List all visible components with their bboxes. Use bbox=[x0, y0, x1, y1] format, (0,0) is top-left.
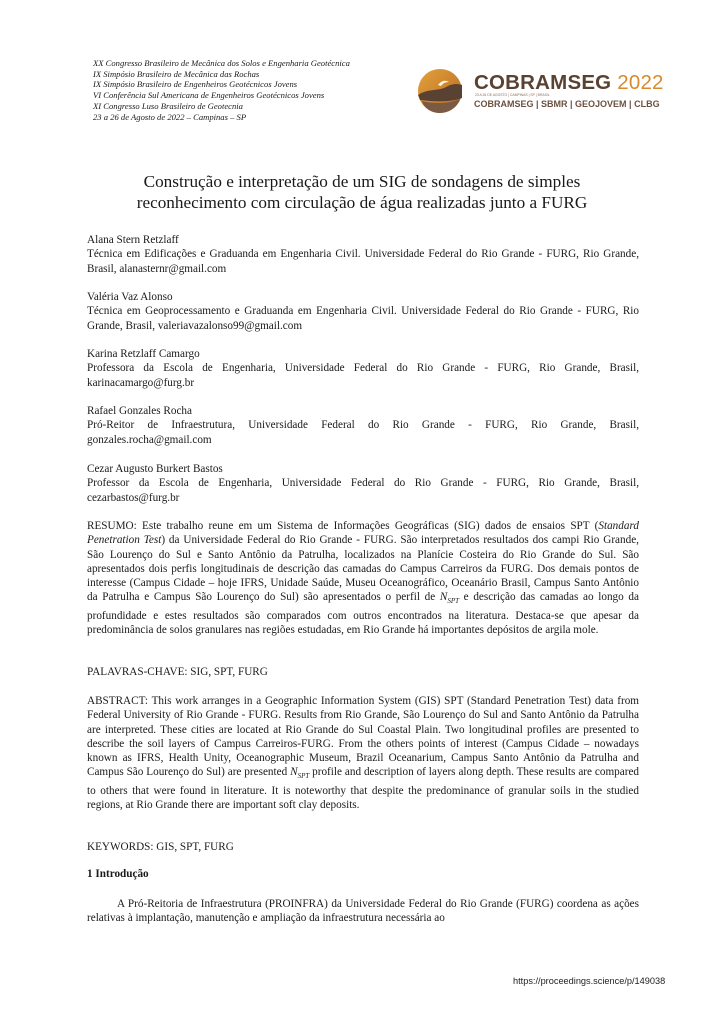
author-name: Karina Retzlaff Camargo bbox=[87, 348, 200, 360]
title-line: Construção e interpretação de um SIG de sondagens de simples bbox=[143, 172, 581, 191]
author-name: Rafael Gonzales Rocha bbox=[87, 405, 192, 417]
abstract-text: profile and description of layers along depth. These results are compared to others that were found in literature. It is noteworthy that despite the predominance of granular soils in the studied regions, at Rio Grande there are important soft clay deposits. bbox=[87, 766, 640, 812]
title-line: reconhecimento com circulação de água realizadas junto a FURG bbox=[136, 193, 588, 212]
header-line: VI Conferência Sul Americana de Engenheiros Geotécnicos Jovens bbox=[93, 90, 325, 101]
nspt-symbol bbox=[439, 591, 459, 606]
author-name: Alana Stern Retzlaff bbox=[87, 234, 179, 246]
author-block bbox=[87, 462, 639, 505]
author-name: Valéria Vaz Alonso bbox=[87, 291, 173, 303]
nspt-letter: N bbox=[290, 766, 298, 779]
logo-emblem-icon bbox=[416, 68, 468, 114]
resumo-text: ) da Universidade Federal do Rio Grande - FURG. São interpretados resultados dos campi Rio Grande, São Lourenço do Sul e Santo Antônio da Patrulha, localizados na Planície Costeira do Rio Grande do Sul. São apresentados dois perfis longitudinais de descrição das camadas do Campus Carreiros da FURG. Dos demais pontos de interesse (Campus Cidade – hoje IFRS, Unidade Saúde, Museu Oceanográfico, Oceanário Brasil, Campus Santo Antônio da Patrulha e Campus São Lourenço do Sul) são apresentados o perfil de bbox=[87, 534, 639, 604]
abstract-text: ABSTRACT: This work arranges in a Geographic Information System (GIS) SPT (Standard Penetration Test) data from Federal University of Rio Grande - FURG. Results from Rio Grande, São Lourenço do Sul and Santo Antônio da Patrulha are interpreted. These cities are located at Rio Grande do Sul Coastal Plain. Two longitudinal profiles are presented to describe the soil layers of Campus Carreiros-FURG. From the others points of interest (Campus Cidade – nowadays known as IFRS, Health Unity, Oceanographic Museum, Brazil Oceanarium, Campus Santo Antônio da Patrulha and Campus São Lourenço do Sul) are presented bbox=[87, 695, 639, 779]
intro-paragraph: A Pró-Reitoria de Infraestrutura (PROINFRA) da Universidade Federal do Rio Grande (FURG) coordena as ações relativas à implantação, manutenção e ampliação da infraestrutura necessária ao bbox=[87, 898, 639, 925]
section-heading: 1 Introdução bbox=[87, 868, 149, 880]
author-affiliation: Técnica em Geoprocessamento e Graduanda em Engenharia Civil. Universidade Federal do Rio Grande - FURG, Rio Grande, Brasil, valeriavazalonso99@gmail.com bbox=[87, 305, 639, 332]
nspt-symbol bbox=[290, 766, 310, 781]
author-name: Cezar Augusto Burkert Bastos bbox=[87, 463, 223, 475]
author-block bbox=[87, 404, 639, 447]
author-block bbox=[87, 290, 639, 333]
cobramseg-logo bbox=[416, 68, 664, 114]
nspt-subscript: SPT bbox=[447, 597, 459, 606]
nspt-subscript: SPT bbox=[297, 772, 310, 781]
author-block bbox=[87, 233, 639, 276]
header-line: IX Simpósio Brasileiro de Mecânica das Rochas bbox=[93, 68, 260, 79]
header-line: XX Congresso Brasileiro de Mecânica dos Solos e Engenharia Geotécnica bbox=[93, 58, 350, 68]
author-affiliation: Técnica em Edificações e Graduanda em Engenharia Civil. Universidade Federal do Rio Grande - FURG, Rio Grande, Brasil, alanasternr@gmail.com bbox=[87, 248, 639, 275]
keywords: KEYWORDS: GIS, SPT, FURG bbox=[87, 841, 234, 853]
resumo-text: e descrição das camadas ao longo da profundidade e estes resultados são comparados com outros encontrados na literatura. Destaca-se que apesar da predominância de solos granulares nas regiões estudadas, em Rio Grande há importantes depósitos de argila mole. bbox=[87, 591, 639, 637]
logo-name: COBRAMSEG bbox=[474, 71, 612, 94]
palavras-chave: PALAVRAS-CHAVE: SIG, SPT, FURG bbox=[87, 666, 268, 678]
conference-header bbox=[93, 58, 413, 122]
author-affiliation: Professor da Escola de Engenharia, Universidade Federal do Rio Grande - FURG, Rio Grande, Brasil, cezarbastos@furg.br bbox=[87, 477, 639, 504]
logo-subtitle: 23 A 26 DE AGOSTO | CAMPINAS | SP | BRASIL bbox=[475, 93, 550, 97]
paper-title bbox=[60, 171, 664, 213]
author-affiliation: Professora da Escola de Engenharia, Universidade Federal do Rio Grande - FURG, Rio Grande, Brasil, karinacamargo@furg.br bbox=[87, 362, 639, 389]
logo-title bbox=[474, 71, 664, 95]
nspt-letter: N bbox=[439, 591, 448, 604]
author-block bbox=[87, 347, 639, 390]
header-line: 23 a 26 de Agosto de 2022 – Campinas – SP bbox=[93, 111, 247, 122]
logo-orgs: COBRAMSEG | SBMR | GEOJOVEM | CLBG bbox=[474, 99, 660, 109]
footer-url[interactable]: https://proceedings.science/p/149038 bbox=[513, 976, 666, 986]
header-line: XI Congresso Luso Brasileiro de Geotecnia bbox=[93, 100, 243, 111]
author-affiliation: Pró-Reitor de Infraestrutura, Universidade Federal do Rio Grande - FURG, Rio Grande, Brasil, gonzales.rocha@gmail.com bbox=[87, 419, 639, 446]
resumo-italic: Standard Penetration Test bbox=[87, 520, 639, 547]
resumo-paragraph bbox=[87, 519, 639, 638]
header-line: IX Simpósio Brasileiro de Engenheiros Geotécnicos Jovens bbox=[93, 79, 298, 90]
logo-year: 2022 bbox=[617, 71, 664, 94]
abstract-paragraph bbox=[87, 694, 639, 813]
resumo-text: RESUMO: Este trabalho reune em um Sistema de Informações Geográficas (SIG) dados de ensaios SPT ( bbox=[87, 520, 599, 532]
